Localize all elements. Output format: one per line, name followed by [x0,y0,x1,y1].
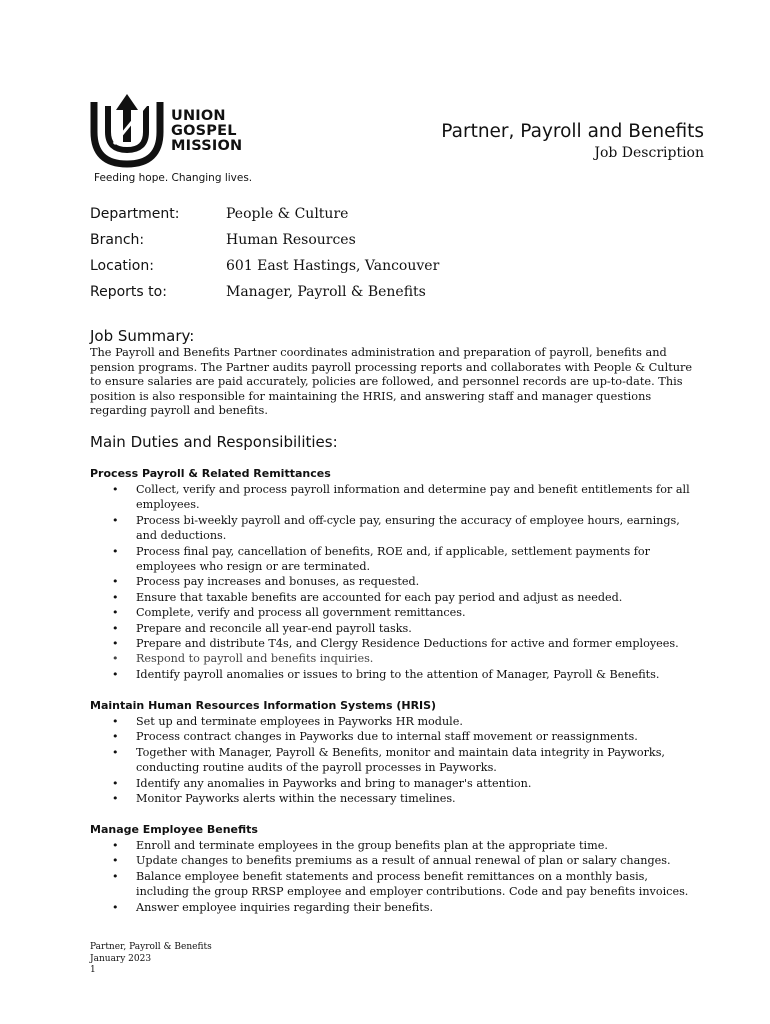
job-summary-text: The Payroll and Benefits Partner coordinates administration and preparation of payroll, benefits and pension programs. The Partner audits payroll processing reports and collaborates with People & Culture to ensure salaries are paid accurately, policies are followed, and personnel records are up-to-date. This position is also responsible for maintaining the HRIS, and answering staff and manager questions regarding payroll and benefits. [90,346,693,418]
list-item: • Balance employee benefit statements and process benefit remittances on a monthly basis, including the group RRSP employee and employer contributions. Code and pay benefits invoices. [90,869,700,900]
duty-list [90,838,700,915]
logo-name-line: GOSPEL [171,123,237,139]
ugm-logo [90,92,260,187]
section-title: Manage Employee Benefits [90,823,258,836]
info-label: Location: [90,258,154,274]
list-item: • Prepare and reconcile all year-end payroll tasks. [90,621,700,636]
document-subtitle: Job Description [594,145,704,161]
info-value: 601 East Hastings, Vancouver [226,258,440,274]
list-item: • Process bi-weekly payroll and off-cycle pay, ensuring the accuracy of employee hours, earnings, and deductions. [90,513,700,544]
list-item: • Process pay increases and bonuses, as requested. [90,574,700,589]
list-item: • Answer employee inquiries regarding their benefits. [90,900,700,915]
logo-name [171,109,242,154]
list-item: • Process final pay, cancellation of benefits, ROE and, if applicable, settlement payments for employees who resign or are terminated. [90,544,700,575]
footer-doc-title: Partner, Payroll & Benefits [90,942,212,952]
info-label: Branch: [90,232,145,248]
duty-section-hris [90,698,700,806]
main-duties-heading: Main Duties and Responsibilities: [90,433,338,451]
ugm-u-arrow-icon [90,92,168,168]
section-title: Process Payroll & Related Remittances [90,467,331,480]
logo-name-line: MISSION [171,138,243,154]
list-item: • Complete, verify and process all government remittances. [90,605,700,620]
list-item: • Monitor Payworks alerts within the necessary timelines. [90,791,700,806]
section-title: Maintain Human Resources Information Systems (HRIS) [90,699,437,712]
duty-list [90,714,700,806]
list-item: • Enroll and terminate employees in the group benefits plan at the appropriate time. [90,838,700,853]
job-summary-heading: Job Summary: [90,327,195,345]
duty-section-benefits [90,822,700,915]
duty-section-payroll [90,466,700,682]
info-value: Human Resources [226,232,356,248]
page-footer [90,942,212,977]
list-item: • Set up and terminate employees in Payworks HR module. [90,714,700,729]
list-item: • Identify any anomalies in Payworks and bring to manager's attention. [90,776,700,791]
info-label: Reports to: [90,284,167,300]
duty-list [90,482,700,682]
list-item: • Process contract changes in Payworks due to internal staff movement or reassignments. [90,729,700,744]
list-item: • Collect, verify and process payroll information and determine pay and benefit entitlements for all employees. [90,482,700,513]
list-item: • Identify payroll anomalies or issues to bring to the attention of Manager, Payroll & Benefits. [90,667,700,682]
logo-tagline: Feeding hope. Changing lives. [94,172,253,184]
footer-date: January 2023 [90,953,152,964]
list-item: • Update changes to benefits premiums as a result of annual renewal of plan or salary changes. [90,853,700,868]
info-label: Department: [90,206,180,222]
page-number: 1 [90,965,96,975]
document-title: Partner, Payroll and Benefits [441,121,704,142]
logo-name-line: UNION [171,108,226,124]
list-item: • Together with Manager, Payroll & Benefits, monitor and maintain data integrity in Payworks, conducting routine audits of the payroll processes in Payworks. [90,745,700,776]
info-value: People & Culture [226,206,349,222]
info-value: Manager, Payroll & Benefits [226,284,426,300]
list-item: • Prepare and distribute T4s, and Clergy Residence Deductions for active and former employees. [90,636,700,651]
list-item: • Ensure that taxable benefits are accounted for each pay period and adjust as needed. [90,590,700,605]
list-item: • Respond to payroll and benefits inquiries. [90,651,700,666]
